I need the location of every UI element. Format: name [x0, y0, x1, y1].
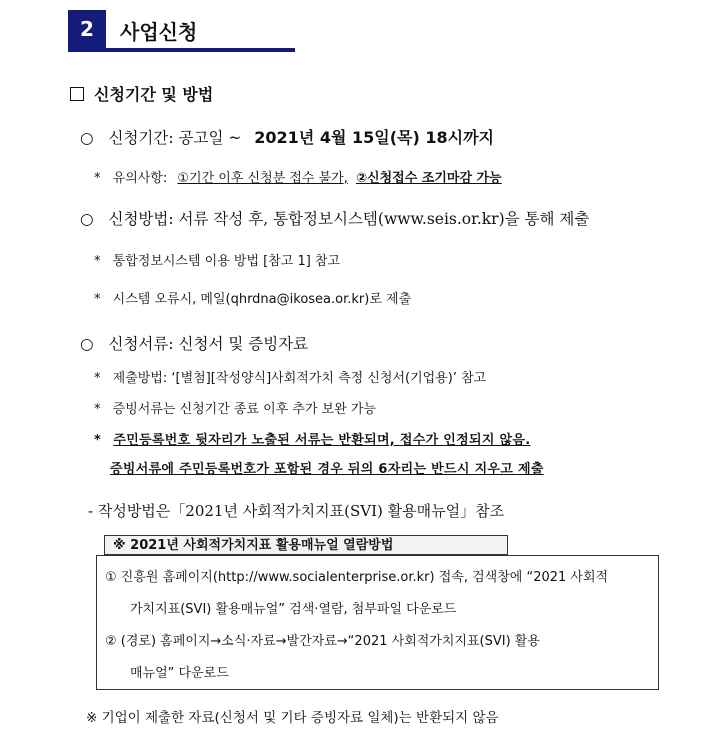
period-label: 신청기간: 공고일 ~	[108, 129, 242, 147]
documents-note-3	[94, 429, 530, 448]
section-number-badge	[68, 10, 106, 48]
asterisk-bullet-icon: *	[94, 171, 101, 186]
asterisk-bullet-icon: *	[94, 433, 101, 448]
callout-item-2-line2: 매뉴얼” 다운로드	[130, 666, 229, 681]
circle-bullet-icon: ○	[80, 129, 94, 147]
callout-title: ※ 2021년 사회적가치지표 활용매뉴얼 열람방법	[104, 535, 508, 555]
documents-note-1	[94, 367, 486, 386]
asterisk-bullet-icon: *	[94, 402, 101, 417]
documents-item	[80, 332, 308, 354]
asterisk-bullet-icon: *	[94, 371, 101, 386]
documents-note-2	[94, 398, 376, 417]
subsection-heading-text: 신청기간 및 방법	[94, 85, 214, 104]
section-title: 사업신청	[120, 20, 198, 44]
footer-note: ※ 기업이 제출한 자료(신청서 및 기타 증빙자료 일체)는 반환되지 않음	[86, 710, 499, 726]
documents-label: 신청서류: 신청서 및 증빙자료	[108, 335, 309, 353]
period-date: 2021년 4월 15일(목) 18시까지	[254, 128, 495, 147]
period-note-prefix: 유의사항:	[112, 171, 168, 186]
documents-note-3-line2: 증빙서류에 주민등록번호가 포함된 경우 뒤의 6자리는 반드시 지우고 제출	[110, 462, 544, 477]
square-bullet-icon	[70, 87, 84, 101]
period-item	[80, 125, 494, 148]
callout-box	[96, 555, 659, 690]
period-note-part1: ①기간 이후 신청분 접수 불가,	[177, 171, 348, 186]
method-note-1	[94, 250, 340, 269]
circle-bullet-icon: ○	[80, 335, 94, 353]
writing-method-line: - 작성방법은「2021년 사회적가치지표(SVI) 활용매뉴얼」참조	[88, 502, 505, 520]
section-number: 2	[80, 17, 94, 41]
method-label: 신청방법: 서류 작성 후, 통합정보시스템(www.seis.or.kr)을 통해 제출	[108, 210, 590, 228]
asterisk-bullet-icon: *	[94, 292, 101, 307]
documents-note-3-line1: 주민등록번호 뒷자리가 노출된 서류는 반환되며, 접수가 인정되지 않음.	[113, 433, 531, 448]
period-note	[94, 167, 502, 186]
method-note-2	[94, 288, 411, 307]
documents-note-1-text: 제출방법: ‘[별첨][작성양식]사회적가치 측정 신청서(기업용)’ 참고	[112, 371, 487, 386]
documents-note-2-text: 증빙서류는 신청기간 종료 이후 추가 보완 가능	[112, 402, 377, 417]
method-note-2-text: 시스템 오류시, 메일(qhrdna@ikosea.or.kr)로 제출	[112, 292, 412, 307]
method-item	[80, 207, 589, 229]
method-note-1-text: 통합정보시스템 이용 방법 [참고 1] 참고	[112, 254, 341, 269]
callout-item-2-line1: ② (경로) 홈페이지→소식·자료→발간자료→“2021 사회적가치지표(SVI) 활용	[105, 634, 540, 649]
callout-item-1-line2: 가치지표(SVI) 활용매뉴얼” 검색·열람, 첨부파일 다운로드	[130, 602, 457, 617]
asterisk-bullet-icon: *	[94, 254, 101, 269]
period-note-part2: ②신청접수 조기마감 가능	[356, 171, 502, 186]
subsection-heading	[70, 82, 213, 105]
circle-bullet-icon: ○	[80, 210, 94, 228]
callout-item-1-line1: ① 진흥원 홈페이지(http://www.socialenterprise.or.kr) 접속, 검색창에 “2021 사회적	[105, 570, 609, 585]
section-title-underline	[68, 48, 295, 52]
